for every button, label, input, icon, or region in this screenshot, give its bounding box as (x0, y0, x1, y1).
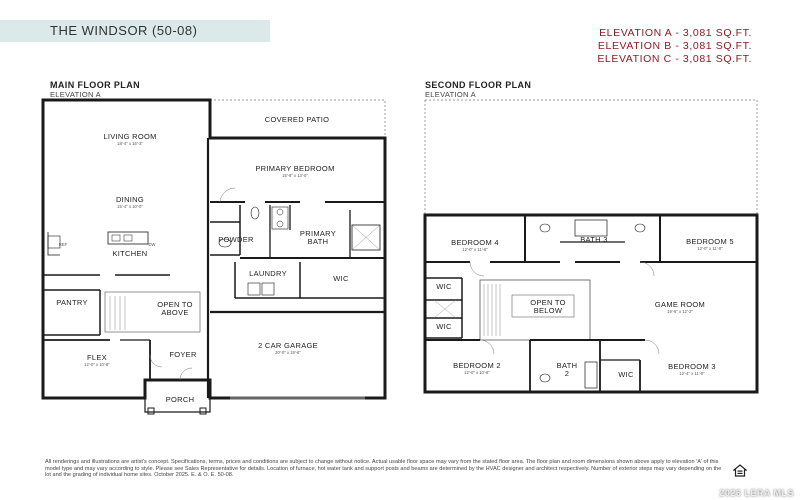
bedroom-5-label: BEDROOM 5 (686, 237, 734, 246)
second-floor-title: SECOND FLOOR PLAN (425, 80, 532, 90)
legal-disclaimer: All renderings and illustrations are artist's concept. Specifications, terms, prices and conditions are subject to change without notice. Actual usable floor space may vary from the stated floor area. The floor plan and room dimensions shown above apply to elevation 'A' of this model type and may vary according to style. Please see Sales Representative for details. Location of furnace, hot water tank and support posts and beams are determined by the HVAC designer and architect respectively. Number of exterior steps may vary depending on the lot and the grading of individual home sites. October 2025. E. & O. E. 50-08. (45, 459, 722, 479)
living-room-dim: 18'-4" x 16'-3" (117, 141, 143, 146)
covered-patio-label: COVERED PATIO (264, 115, 330, 124)
bedroom-3-dim: 12'-4" x 11'-0" (679, 371, 705, 376)
dining-label: DINING (115, 195, 145, 204)
bath-2-label-2: 2 (564, 369, 570, 378)
ref-label: REF (58, 242, 68, 247)
bedroom-3-label: BEDROOM 3 (668, 362, 716, 371)
garage-label: 2 CAR GARAGE (258, 341, 318, 350)
open-to-below-label-1: OPEN TO (530, 298, 566, 307)
primary-bedroom-dim: 15'-8" x 13'-0" (282, 173, 308, 178)
main-floor-title: MAIN FLOOR PLAN (50, 80, 140, 90)
laundry-label: LAUNDRY (249, 269, 287, 278)
garage-dim: 20'-0" x 19'-6" (275, 350, 301, 355)
open-to-below-label-2: BELOW (533, 306, 563, 315)
elevation-b-area: ELEVATION B - 3,081 SQ.FT. (597, 40, 752, 52)
bedroom-5-dim: 12'-0" x 11'-0" (697, 246, 723, 251)
second-floor-subtitle: ELEVATION A (425, 90, 476, 99)
bedroom-4-label: BEDROOM 4 (451, 238, 499, 247)
living-room-label: LIVING ROOM (103, 132, 157, 141)
dining-dim: 15'-4" x 10'-0" (117, 204, 143, 209)
bath-2-wic-label: WIC (618, 370, 634, 379)
copyright-watermark: 2026 LERA MLS (719, 488, 794, 498)
foyer-label: FOYER (169, 350, 197, 359)
porch-label: PORCH (165, 395, 195, 404)
flex-label: FLEX (87, 353, 107, 362)
upstairs-wic-top-label: WIC (436, 282, 452, 291)
flex-dim: 12'-0" x 10'-6" (84, 362, 110, 367)
bath-2-label-1: BATH (556, 361, 578, 370)
equal-housing-icon (733, 464, 747, 477)
primary-bedroom-label: PRIMARY BEDROOM (255, 164, 335, 173)
roof-area-outline (425, 100, 757, 215)
plan-name: THE WINDSOR (50-08) (50, 23, 198, 38)
pantry-label: PANTRY (56, 298, 88, 307)
game-room-dim: 19'-6" x 12'-2" (667, 309, 693, 314)
kitchen-label: KITCHEN (112, 249, 148, 258)
bedroom-4-dim: 12'-0" x 11'-6" (462, 247, 488, 252)
powder-label: POWDER (218, 235, 254, 244)
main-floor-subtitle: ELEVATION A (50, 90, 101, 99)
bedroom-2-dim: 12'-0" x 10'-6" (464, 370, 490, 375)
bedroom-2-label: BEDROOM 2 (453, 361, 501, 370)
primary-wic-label: WIC (333, 274, 349, 283)
elevation-a-area: ELEVATION A - 3,081 SQ.FT. (599, 27, 752, 39)
primary-bath-label-2: BATH (307, 237, 329, 246)
primary-bath-label-1: PRIMARY (299, 229, 337, 238)
elevation-c-area: ELEVATION C - 3,081 SQ.FT. (597, 53, 752, 65)
game-room-label: GAME ROOM (654, 300, 706, 309)
open-to-above-label-1: OPEN TO (157, 300, 193, 309)
open-to-above-label-2: ABOVE (161, 308, 189, 317)
dw-label: DW (148, 242, 156, 247)
bath-3-label: BATH 3 (580, 235, 608, 244)
upstairs-wic-mid-label: WIC (436, 322, 452, 331)
